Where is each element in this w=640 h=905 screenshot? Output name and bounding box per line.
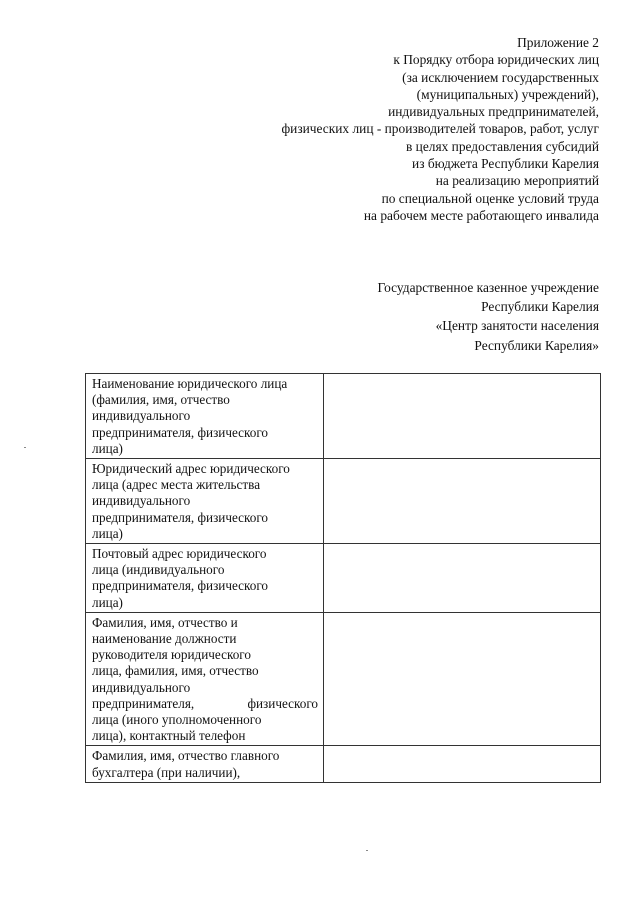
recipient-line: Республики Карелия [481,299,599,315]
header-line: из бюджета Республики Карелия [412,156,599,172]
header-line: на реализацию мероприятий [435,173,599,189]
header-line: к Порядку отбора юридических лиц [393,52,599,68]
label-line: наименование должности [92,631,237,647]
table-row [86,612,601,746]
table-row [86,746,601,782]
table-row [86,459,601,544]
header-line: Приложение 2 [517,35,599,50]
scan-speck [366,850,368,851]
label-line: руководителя юридического [92,647,251,663]
label-line: Наименование юридического лица [92,376,288,391]
recipient-line: Республики Карелия» [474,337,599,353]
header-line: (муниципальных) учреждений), [416,86,599,102]
recipient-address [279,278,599,355]
table-row [86,544,601,613]
label-line: лица), контактный телефон [92,728,246,744]
label-line: индивидуального [92,679,191,695]
row-label-chief-accountant [86,746,324,782]
label-line: предпринимателя, физического [92,695,318,711]
label-line: лица (адрес места жительства [92,477,261,493]
header-line: на рабочем месте работающего инвалида [363,207,599,223]
recipient-line: «Центр занятости населения [435,318,599,334]
header-line: индивидуальных предпринимателей, [388,104,599,120]
row-value-postal-address[interactable] [324,544,601,613]
scan-speck [24,447,26,448]
header-line: по специальной оценке условий труда [381,190,599,206]
header-line: физических лиц - производителей товаров, работ, услуг [281,121,599,137]
label-line: лица) [92,440,123,456]
label-line: лица) [92,594,123,610]
label-line: Фамилия, имя, отчество и [92,614,238,630]
label-line: лица (индивидуального [92,562,225,578]
label-line: предпринимателя, физического [92,424,269,440]
row-value-director-info[interactable] [324,612,601,746]
header-line: (за исключением государственных [402,69,599,85]
row-value-company-name[interactable] [324,374,601,459]
label-line: предпринимателя, физического [92,509,269,525]
applicant-info-table [85,373,601,783]
label-line: индивидуального [92,408,191,424]
label-line: Юридический адрес юридического [92,461,290,477]
recipient-line: Государственное казенное учреждение [377,280,599,295]
attachment-header [179,34,599,224]
table-row [86,374,601,459]
row-label-postal-address [86,544,324,613]
header-line: в целях предоставления субсидий [405,138,599,154]
label-line: бухгалтера (при наличии), [92,764,241,780]
label-line: Фамилия, имя, отчество главного [92,748,280,764]
label-line: (фамилия, имя, отчество [92,392,230,408]
row-label-director-info [86,612,324,746]
row-value-legal-address[interactable] [324,459,601,544]
label-line: индивидуального [92,493,191,509]
label-line: лица, фамилия, имя, отчество [92,663,259,679]
label-line: предпринимателя, физического [92,578,269,594]
row-value-chief-accountant[interactable] [324,746,601,782]
row-label-legal-address [86,459,324,544]
label-line: лица) [92,525,123,541]
label-line: Почтовый адрес юридического [92,546,267,562]
label-line: лица (иного уполномоченного [92,712,262,728]
row-label-company-name [86,374,324,459]
